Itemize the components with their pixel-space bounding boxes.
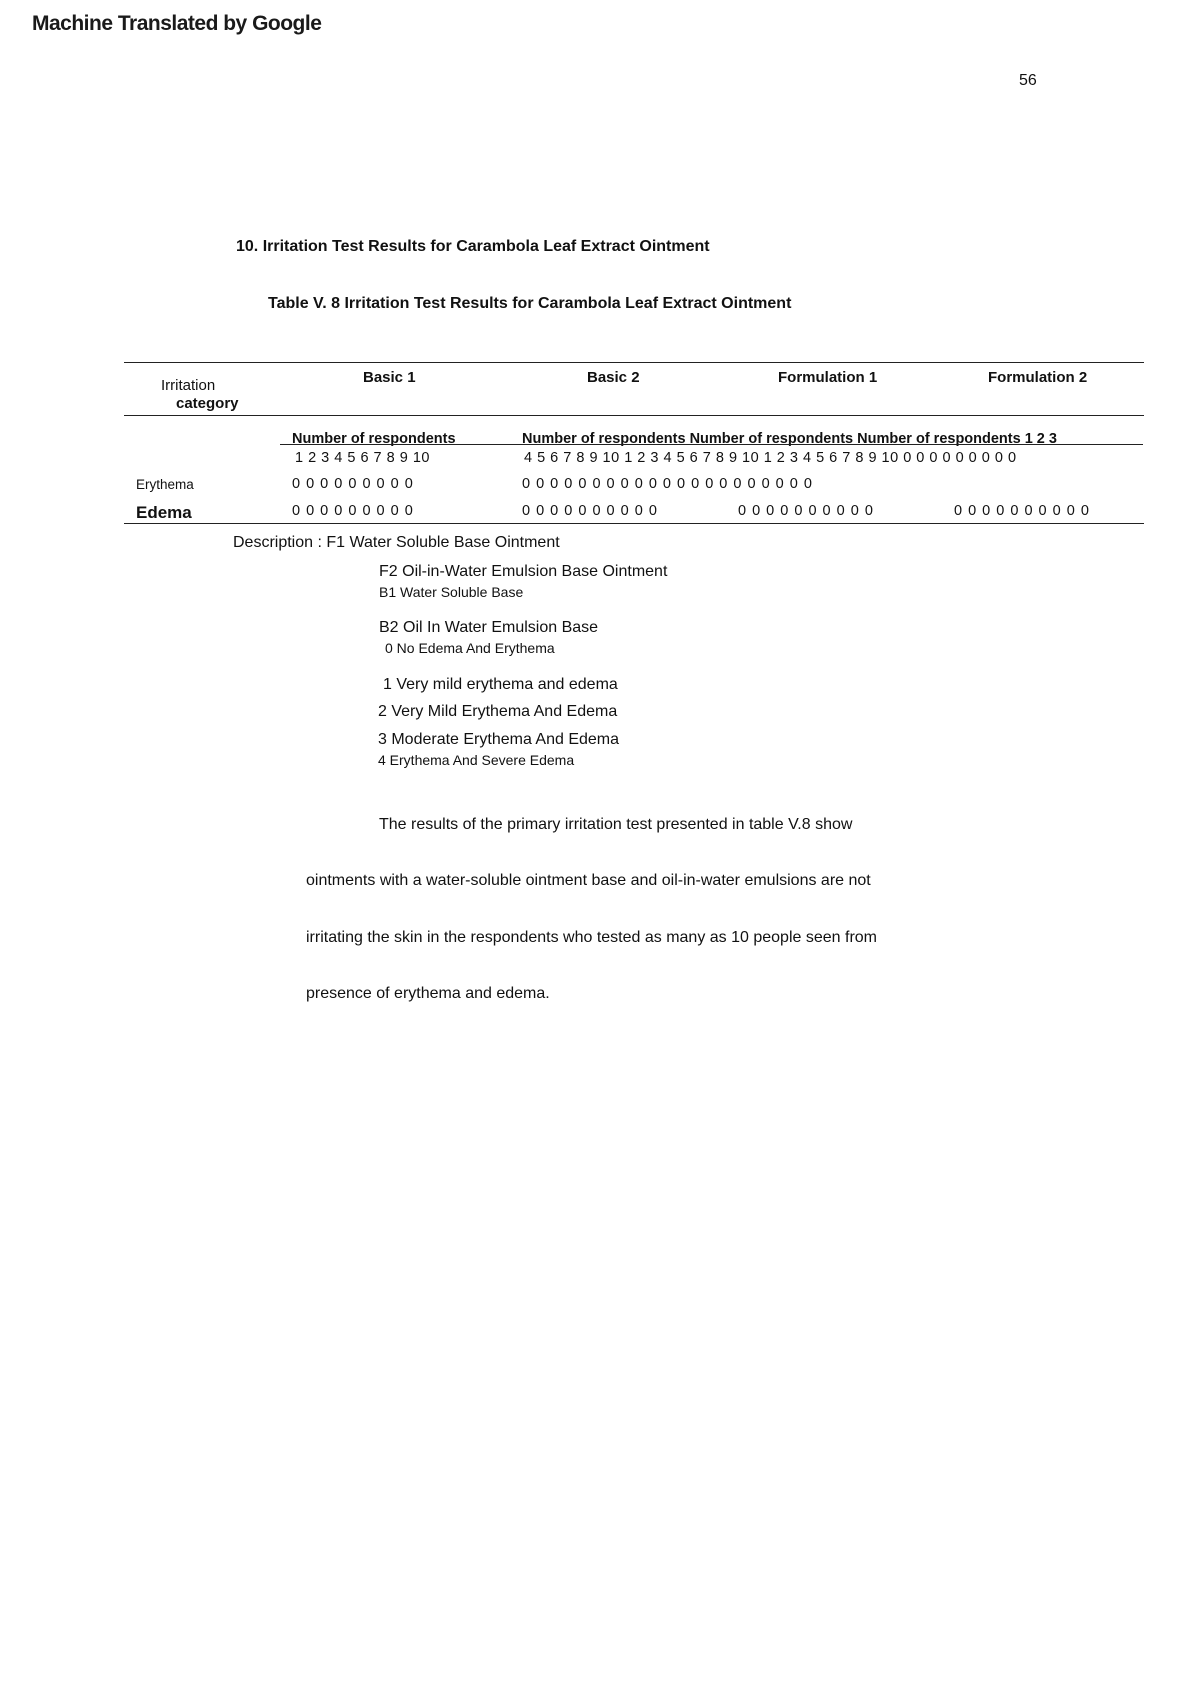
respondents-label-basic-1: Number of respondents	[292, 431, 456, 447]
respondents-label-others: Number of respondents Number of respondents Number of respondents 1 2 3	[522, 431, 1057, 447]
erythema-values-others: 0 0 0 0 0 0 0 0 0 0 0 0 0 0 0 0 0 0 0 0 0	[522, 476, 813, 492]
legend-item: 0 No Edema And Erythema	[385, 640, 555, 656]
edema-values-formulation-1: 0 0 0 0 0 0 0 0 0 0	[738, 503, 874, 519]
section-title: 10. Irritation Test Results for Carambola Leaf Extract Ointment	[236, 238, 710, 255]
translation-banner: Machine Translated by Google	[32, 12, 322, 35]
legend-item: F2 Oil-in-Water Emulsion Base Ointment	[379, 563, 668, 580]
category-header-line2: category	[176, 395, 239, 412]
paragraph-line: presence of erythema and edema.	[306, 985, 550, 1002]
row-label-edema: Edema	[136, 503, 192, 522]
column-header-basic-2: Basic 2	[587, 369, 640, 386]
subheader-rule	[280, 444, 1143, 445]
table-header-rule	[124, 415, 1144, 416]
legend-item: 3 Moderate Erythema And Edema	[378, 731, 620, 748]
legend-intro: Description : F1 Water Soluble Base Ointment	[233, 534, 560, 551]
erythema-values-basic-1: 0 0 0 0 0 0 0 0 0	[292, 476, 414, 492]
legend-item: 4 Erythema And Severe Edema	[378, 752, 575, 768]
paragraph-line: The results of the primary irritation test presented in table V.8 show	[379, 816, 853, 833]
legend-item: B1 Water Soluble Base	[379, 584, 524, 600]
legend-item: 2 Very Mild Erythema And Edema	[378, 703, 618, 720]
column-header-formulation-2: Formulation 2	[988, 369, 1088, 386]
legend-item: B2 Oil In Water Emulsion Base	[379, 619, 599, 636]
paragraph-line: irritating the skin in the respondents who tested as many as 10 people seen from	[306, 929, 877, 946]
category-header-line1: Irritation	[161, 377, 216, 394]
table-caption: Table V. 8 Irritation Test Results for Carambola Leaf Extract Ointment	[268, 295, 792, 312]
column-header-basic-1: Basic 1	[363, 369, 416, 386]
respondent-numbers-others: 4 5 6 7 8 9 10 1 2 3 4 5 6 7 8 9 10 1 2 3 4 5 6 7 8 9 10 0 0 0 0 0 0 0 0 0	[524, 450, 1017, 466]
table-top-rule	[124, 362, 1144, 363]
respondent-numbers-basic-1: 1 2 3 4 5 6 7 8 9 10	[295, 450, 430, 466]
paragraph-line: ointments with a water-soluble ointment base and oil-in-water emulsions are not	[306, 872, 871, 889]
edema-values-basic-1: 0 0 0 0 0 0 0 0 0	[292, 503, 414, 519]
table-bottom-rule	[124, 523, 1144, 524]
column-header-formulation-1: Formulation 1	[778, 369, 878, 386]
legend-item: 1 Very mild erythema and edema	[383, 676, 618, 693]
edema-values-formulation-2: 0 0 0 0 0 0 0 0 0 0	[954, 503, 1090, 519]
edema-values-basic-2: 0 0 0 0 0 0 0 0 0 0	[522, 503, 658, 519]
page-number: 56	[1019, 72, 1037, 89]
row-label-erythema: Erythema	[136, 477, 194, 492]
